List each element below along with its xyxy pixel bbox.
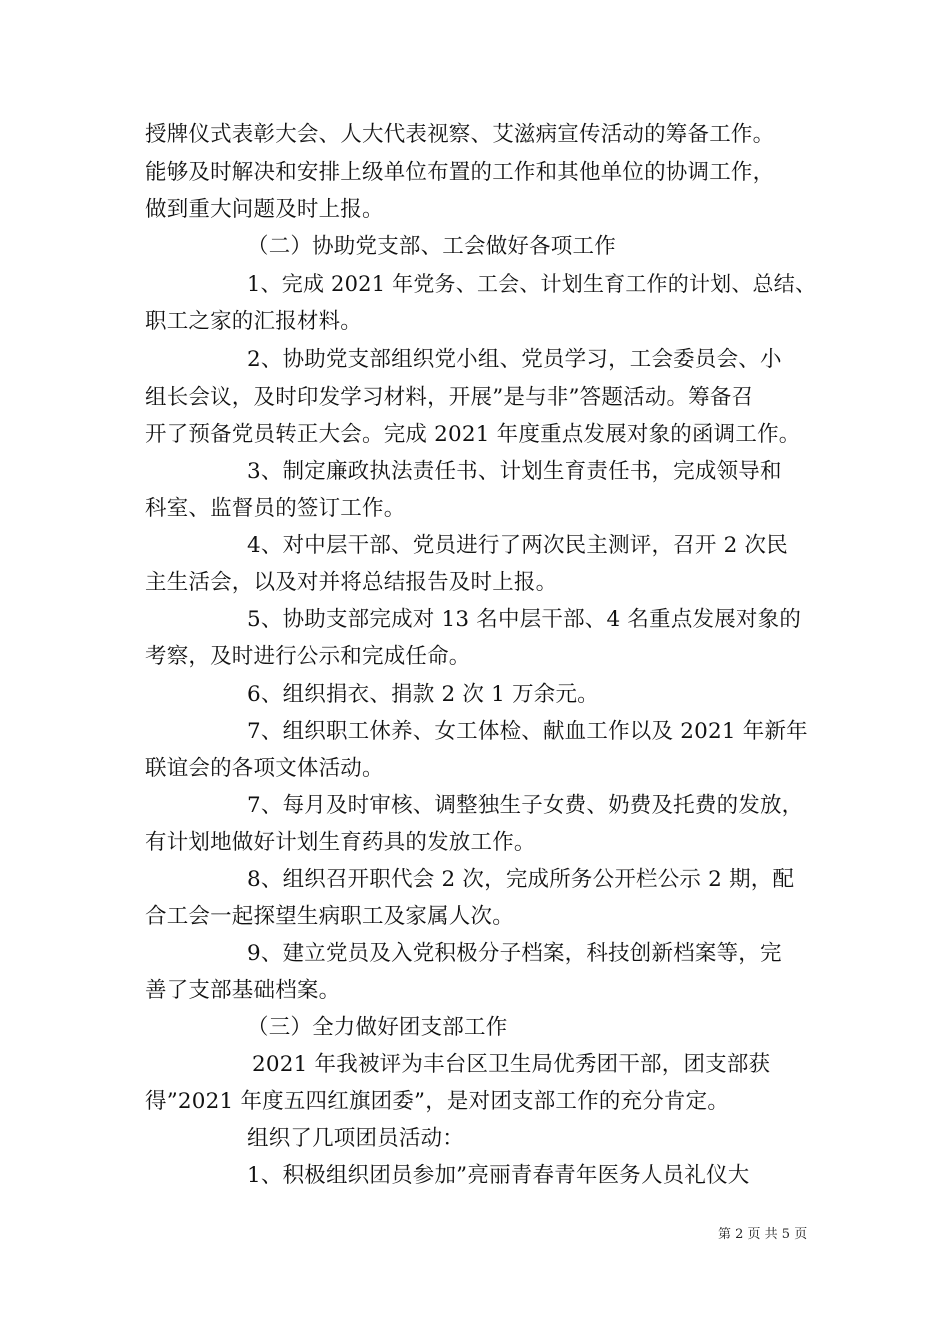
body-text-line: 2021 年我被评为丰台区卫生局优秀团干部，团支部获 <box>252 1052 771 1077</box>
section-heading: （三）全力做好团支部工作 <box>247 1015 508 1040</box>
body-text-line: 善了支部基础档案。 <box>145 978 341 1003</box>
body-text-line: 联谊会的各项文体活动。 <box>145 756 384 781</box>
body-text-line: 6、组织捐衣、捐款 2 次 1 万余元。 <box>247 682 599 707</box>
body-text-line: 授牌仪式表彰大会、人大代表视察、艾滋病宣传活动的筹备工作。 <box>145 122 775 147</box>
body-text-line: 职工之家的汇报材料。 <box>145 309 363 334</box>
body-text-line: 做到重大问题及时上报。 <box>145 197 384 222</box>
body-text-line: 有计划地做好计划生育药具的发放工作。 <box>145 830 536 855</box>
body-text-line: 3、制定廉政执法责任书、计划生育责任书，完成领导和 <box>247 459 782 484</box>
body-text-line: 主生活会，以及对并将总结报告及时上报。 <box>145 570 558 595</box>
body-text-line: 考察，及时进行公示和完成任命。 <box>145 644 471 669</box>
body-text-line: 能够及时解决和安排上级单位布置的工作和其他单位的协调工作， <box>145 160 775 185</box>
body-text-line: 合工会一起探望生病职工及家属人次。 <box>145 904 514 929</box>
body-text-line: 9、建立党员及入党积极分子档案，科技创新档案等，完 <box>247 941 782 966</box>
body-text-line: 得”2021 年度五四红旗团委”，是对团支部工作的充分肯定。 <box>145 1089 730 1114</box>
page-number-footer: 第 2 页 共 5 页 <box>718 1227 808 1242</box>
body-text-line: 8、组织召开职代会 2 次，完成所务公开栏公示 2 期，配 <box>247 867 795 892</box>
body-text-line: 1、积极组织团员参加”亮丽青春青年医务人员礼仪大 <box>247 1163 750 1188</box>
body-text-line: 7、每月及时审核、调整独生子女费、奶费及托费的发放， <box>247 793 804 818</box>
body-text-line: 4、对中层干部、党员进行了两次民主测评，召开 2 次民 <box>247 533 788 558</box>
body-text-line: 组织了几项团员活动： <box>247 1126 465 1151</box>
body-text-line: 7、组织职工休养、女工体检、献血工作以及 2021 年新年 <box>247 719 808 744</box>
body-text-line: 2、协助党支部组织党小组、党员学习，工会委员会、小 <box>247 347 782 372</box>
body-text-line: 1、完成 2021 年党务、工会、计划生育工作的计划、总结、 <box>247 272 817 296</box>
body-text-line: 5、协助支部完成对 13 名中层干部、4 名重点发展对象的 <box>247 607 802 632</box>
body-text-line: 科室、监督员的签订工作。 <box>145 496 406 521</box>
body-text-line: 开了预备党员转正大会。完成 2021 年度重点发展对象的函调工作。 <box>145 422 801 447</box>
section-heading: （二）协助党支部、工会做好各项工作 <box>247 234 616 259</box>
body-text-line: 组长会议，及时印发学习材料，开展”是与非”答题活动。筹备召 <box>145 385 754 410</box>
